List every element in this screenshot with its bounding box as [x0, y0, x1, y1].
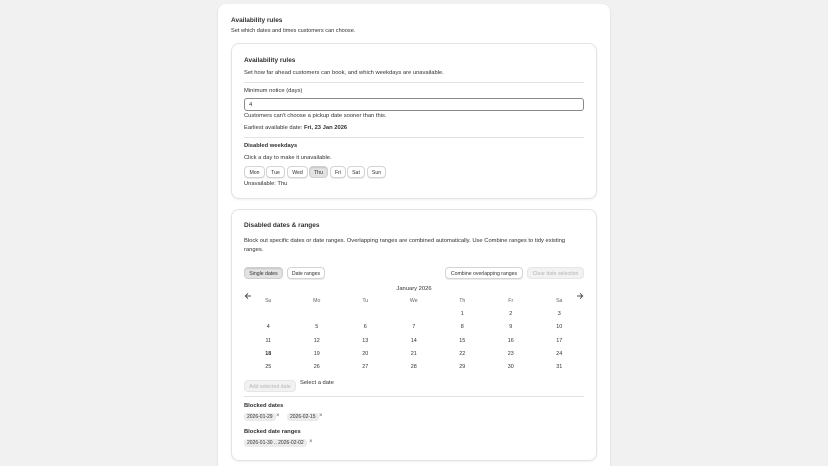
calendar-day[interactable]: 9	[509, 324, 513, 330]
calendar-day[interactable]: 25	[265, 364, 272, 370]
calendar-day[interactable]: 20	[362, 351, 369, 357]
calendar-day[interactable]: 5	[315, 324, 319, 330]
calendar-day[interactable]: 1	[460, 311, 464, 317]
blocked-range-chip	[244, 439, 307, 447]
calendar-day[interactable]: 13	[362, 338, 369, 344]
select-date-hint: Select a date	[300, 380, 334, 386]
calendar-day[interactable]: 26	[313, 364, 320, 370]
section-subtitle: Set which dates and times customers can choose.	[231, 28, 356, 34]
calendar-day[interactable]: 3	[557, 311, 561, 317]
earliest-date-row	[244, 125, 347, 131]
add-selected-date-button[interactable]: Add selected date	[244, 380, 296, 392]
tab-single-dates[interactable]: Single dates	[244, 267, 283, 279]
section-title: Availability rules	[231, 17, 283, 24]
calendar-day[interactable]: 16	[507, 338, 514, 344]
blocked-range-value: 2026-01-30 .. 2026-02-02	[247, 440, 304, 446]
min-notice-help: Customers can't choose a pickup date sooner than this.	[244, 113, 387, 119]
clear-selection-button[interactable]: Clear date selection	[527, 267, 584, 279]
blocked-date-value: 2026-02-15	[290, 414, 316, 420]
weekday-button-fri[interactable]: Fri	[330, 166, 346, 178]
calendar-day[interactable]: 7	[412, 324, 416, 330]
calendar-weekday-header: Su	[265, 298, 272, 304]
calendar-weekday-header: Tu	[362, 298, 369, 304]
calendar-day[interactable]: 29	[459, 364, 466, 370]
calendar-weekday-header: Fr	[508, 298, 514, 304]
calendar-month-title: January 2026	[396, 286, 432, 292]
calendar-day[interactable]: 11	[265, 338, 272, 344]
calendar-day[interactable]: 19	[313, 351, 320, 357]
availability-rules-card	[231, 43, 597, 199]
calendar-day[interactable]: 24	[556, 351, 563, 357]
weekday-button-mon[interactable]: Mon	[244, 166, 265, 178]
blocked-date-chip	[287, 413, 319, 421]
calendar-day[interactable]: 23	[507, 351, 514, 357]
weekday-button-thu[interactable]: Thu	[309, 166, 328, 178]
earliest-date-value: Fri, 23 Jan 2026	[303, 125, 348, 131]
calendar-day[interactable]: 22	[459, 351, 466, 357]
calendar-day[interactable]: 31	[556, 364, 563, 370]
blocked-date-chip	[244, 413, 276, 421]
weekday-button-tue[interactable]: Tue	[266, 166, 285, 178]
min-notice-input[interactable]: 4	[244, 98, 584, 111]
remove-icon[interactable]: ×	[309, 439, 313, 445]
rules-card-description: Set how far ahead customers can book, and which weekdays are unavailable.	[244, 70, 444, 76]
blocked-date-value: 2026-01-29	[247, 414, 273, 420]
disabled-weekdays-title: Disabled weekdays	[244, 143, 298, 149]
calendar-weekday-header: Sa	[556, 298, 563, 304]
calendar-day[interactable]: 17	[556, 338, 563, 344]
weekday-button-wed[interactable]: Wed	[287, 166, 308, 178]
calendar-day[interactable]: 12	[313, 338, 320, 344]
calendar-day[interactable]: 10	[556, 324, 563, 330]
calendar-day[interactable]: 4	[266, 324, 270, 330]
calendar-day[interactable]: 18	[265, 351, 272, 357]
calendar-day[interactable]: 15	[459, 338, 466, 344]
unavailable-summary: Unavailable: Thu	[244, 181, 288, 187]
tab-date-ranges[interactable]: Date ranges	[287, 267, 325, 279]
earliest-date-label: Earliest available date:	[244, 125, 303, 131]
rules-card-title: Availability rules	[244, 57, 296, 64]
calendar-day[interactable]: 14	[410, 338, 417, 344]
blocked-ranges-title: Blocked date ranges	[244, 429, 301, 435]
calendar-day[interactable]: 6	[363, 324, 367, 330]
divider	[244, 82, 584, 83]
calendar-day[interactable]: 28	[410, 364, 417, 370]
remove-icon[interactable]: ×	[319, 413, 323, 419]
disabled-weekdays-hint: Click a day to make it unavailable.	[244, 155, 332, 161]
min-notice-label: Minimum notice (days)	[244, 88, 303, 94]
remove-icon[interactable]: ×	[276, 413, 280, 419]
blocked-dates-title: Blocked dates	[244, 403, 284, 409]
weekday-button-sun[interactable]: Sun	[367, 166, 386, 178]
weekday-button-sat[interactable]: Sat	[347, 166, 365, 178]
calendar-weekday-header: We	[409, 298, 418, 304]
calendar-day[interactable]: 21	[410, 351, 417, 357]
calendar-day[interactable]: 8	[460, 324, 464, 330]
calendar-weekday-header: Mo	[313, 298, 321, 304]
divider	[244, 396, 584, 397]
combine-ranges-button[interactable]: Combine overlapping ranges	[445, 267, 523, 279]
calendar-day[interactable]: 2	[509, 311, 513, 317]
disabled-dates-title: Disabled dates & ranges	[244, 222, 320, 229]
calendar-day[interactable]: 30	[507, 364, 514, 370]
calendar-day[interactable]: 27	[362, 364, 369, 370]
disabled-dates-description: Block out specific dates or date ranges. Overlapping ranges are combined automatically. Use Combine ranges to tidy existing ranges.	[244, 238, 566, 253]
calendar-weekday-header: Th	[459, 298, 466, 304]
divider	[244, 137, 584, 138]
